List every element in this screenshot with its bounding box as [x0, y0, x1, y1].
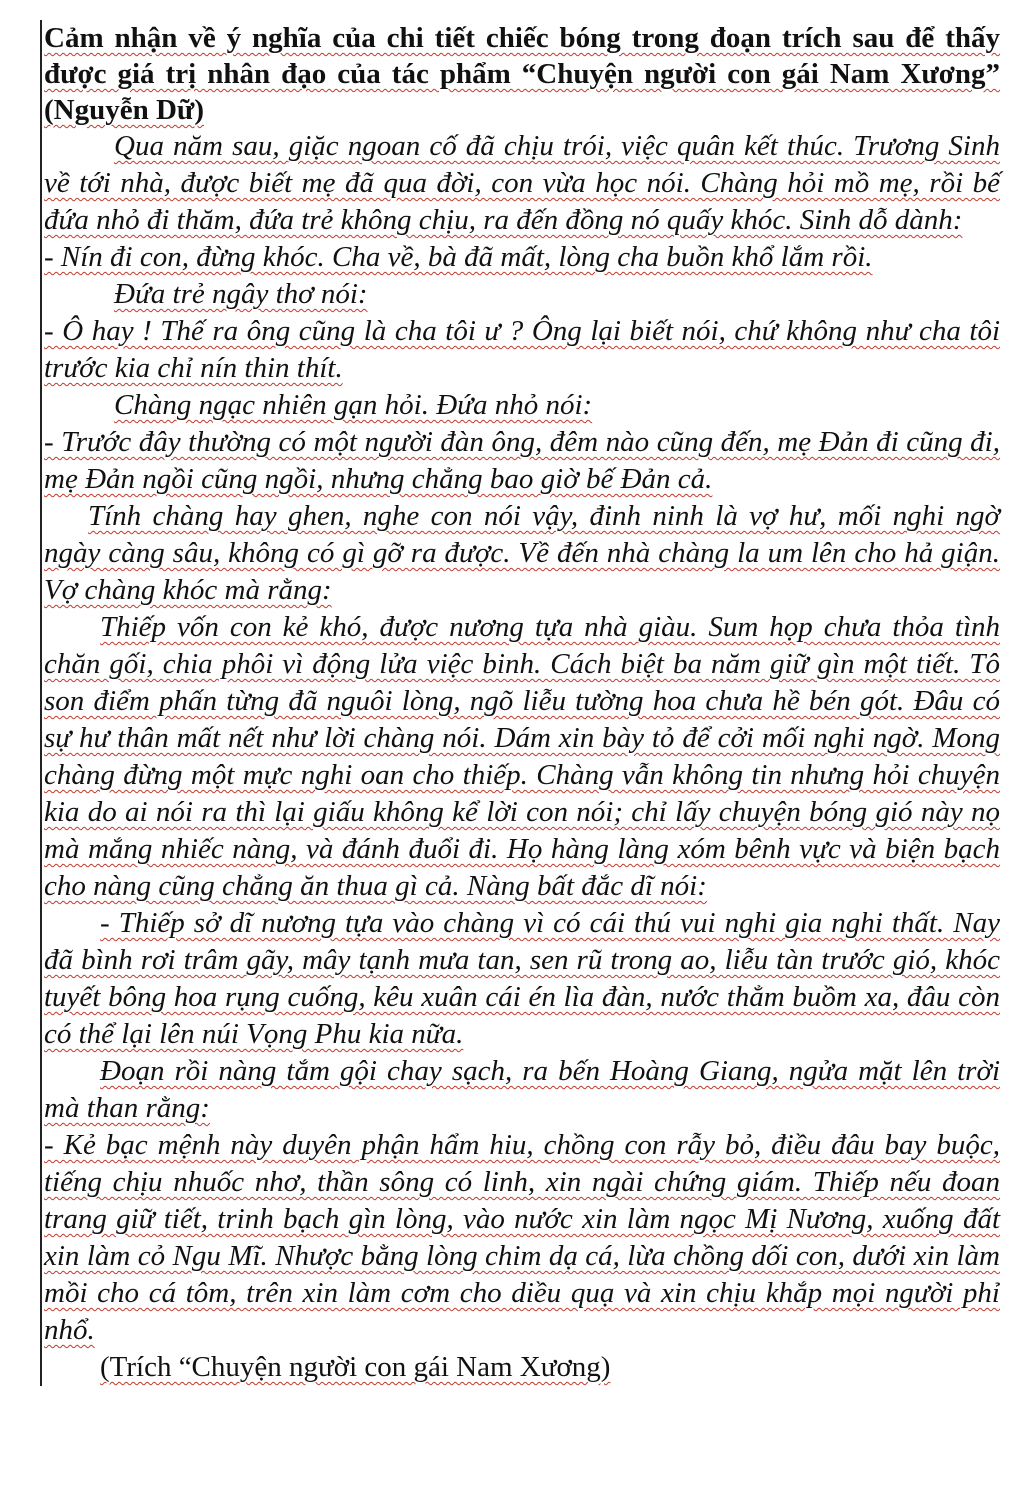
paragraph-1: Qua năm sau, giặc ngoan cố đã chịu trói, việc quân kết thúc. Trương Sinh về tới nhà, được biết mẹ đã qua đời, con vừa học nói. Chàng hỏi mồ mẹ, rồi bế đứa nhỏ đi thăm, đứa trẻ không chịu, ra đến đồng nó quấy khóc. Sinh dỗ dành:	[44, 130, 1000, 236]
dialogue-line-3: - Trước đây thường có một người đàn ông, đêm nào cũng đến, mẹ Đản đi cũng đi, mẹ Đản ngồi cũng ngồi, nhưng chẳng bao giờ bế Đản cả.	[44, 426, 1000, 495]
dialogue-line-4: - Kẻ bạc mệnh này duyên phận hẩm hiu, chồng con rẫy bỏ, điều đâu bay buộc, tiếng chịu nhuốc nhơ, thần sông có linh, xin ngài chứng giám. Thiếp nếu đoan trang giữ tiết, trinh bạch gìn lòng, vào nước xin làm ngọc Mị Nương, xuống đất xin làm cỏ Ngu Mĩ. Nhược bằng lòng chim dạ cá, lừa chồng dối con, dưới xin làm mồi cho cá tôm, trên xin làm cơm cho diều quạ và xin chịu khắp mọi người phỉ nhổ.	[44, 1129, 1000, 1346]
paragraph-6: - Thiếp sở dĩ nương tựa vào chàng vì có cái thú vui nghi gia nghi thất. Nay đã bình rơi trâm gãy, mây tạnh mưa tan, sen rũ trong ao, liễu tàn trước gió, khóc tuyết bông hoa rụng cuống, kêu xuân cái én lìa đàn, nước thẳm buồm xa, đâu còn có thể lại lên núi Vọng Phu kia nữa.	[44, 907, 1000, 1050]
paragraph-2: Đứa trẻ ngây thơ nói:	[114, 278, 368, 310]
paragraph-5: Thiếp vốn con kẻ khó, được nương tựa nhà giàu. Sum họp chưa thỏa tình chăn gối, chia phôi vì động lửa việc binh. Cách biệt ba năm giữ gìn một tiết. Tô son điểm phấn từng đã nguôi lòng, ngõ liễu tường hoa chưa hề bén gót. Đâu có sự hư thân mất nết như lời chàng nói. Dám xin bày tỏ để cởi mối nghi ngờ. Mong chàng đừng một mực nghi oan cho thiếp. Chàng vẫn không tin nhưng hỏi chuyện kia do ai nói ra thì lại giấu không kể lời con nói; chỉ lấy chuyện bóng gió này nọ mà mắng nhiếc nàng, và đánh đuổi đi. Họ hàng làng xóm bênh vực và biện bạch cho nàng cũng chẳng ăn thua gì cả. Nàng bất đắc dĩ nói:	[44, 611, 1000, 902]
paragraph-3: Chàng ngạc nhiên gạn hỏi. Đứa nhỏ nói:	[114, 389, 593, 421]
dialogue-line-1: - Nín đi con, đừng khóc. Cha về, bà đã mất, lòng cha buồn khổ lắm rồi.	[44, 241, 873, 273]
source-citation: (Trích “Chuyện người con gái Nam Xương)	[100, 1351, 611, 1383]
paragraph-4: Tính chàng hay ghen, nghe con nói vậy, đinh ninh là vợ hư, mối nghi ngờ ngày càng sâu, không có gì gỡ ra được. Về đến nhà chàng la um lên cho hả giận. Vợ chàng khóc mà rằng:	[44, 500, 1000, 606]
paragraph-7: Đoạn rồi nàng tắm gội chay sạch, ra bến Hoàng Giang, ngửa mặt lên trời mà than rằng:	[44, 1055, 1000, 1124]
document-page	[40, 20, 1000, 1386]
question-title: Cảm nhận về ý nghĩa của chi tiết chiếc bóng trong đoạn trích sau để thấy được giá trị nhân đạo của tác phẩm “Chuyện người con gái Nam Xương” (Nguyễn Dữ)	[44, 22, 1000, 126]
dialogue-line-2: - Ô hay ! Thế ra ông cũng là cha tôi ư ? Ông lại biết nói, chứ không như cha tôi trước kia chỉ nín thin thít.	[44, 315, 1000, 384]
